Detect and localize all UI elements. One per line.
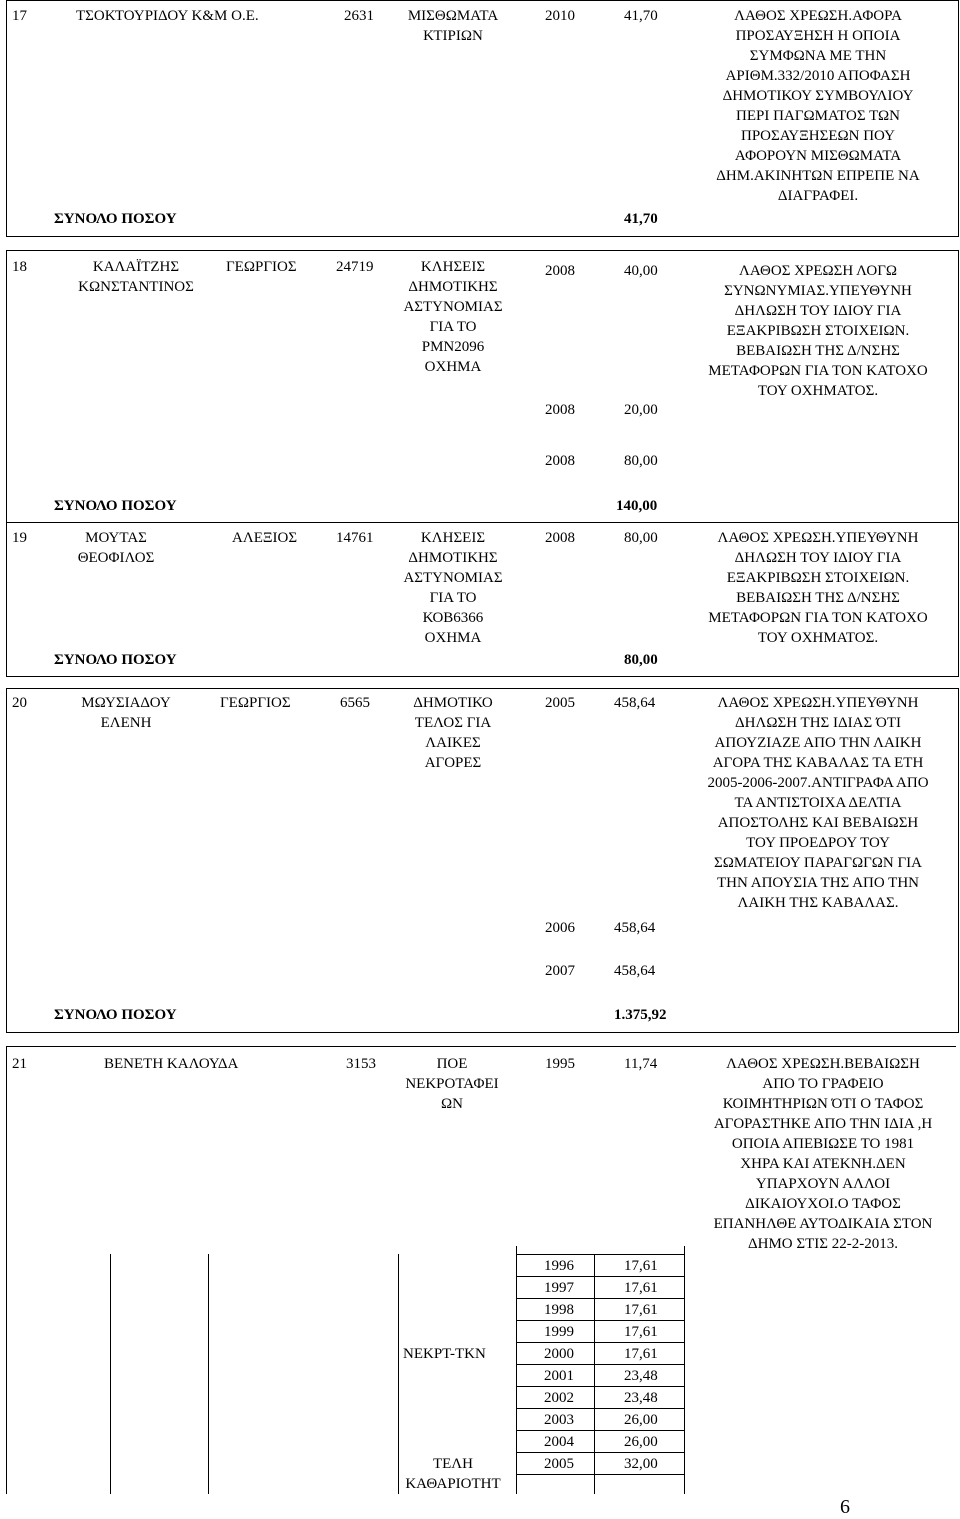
year: 1998 (544, 1302, 574, 1318)
debtor-name: ΤΣΟΚΤΟΥΡΙΔΟΥ Κ&Μ Ο.Ε. (76, 8, 259, 24)
description: ΚΛΗΣΕΙΣ ΔΗΜΟΤΙΚΗΣ ΑΣΤΥΝΟΜΙΑΣ ΓΙΑ ΤΟ ΚΟΒ6366 ΟΧΗΜΑ (403, 530, 503, 646)
father-name: ΓΕΩΡΓΙΟΣ (226, 259, 297, 275)
year: 2007 (545, 963, 575, 979)
description: ΚΛΗΣΕΙΣ ΔΗΜΟΤΙΚΗΣ ΑΣΤΥΝΟΜΙΑΣ ΓΙΑ ΤΟ ΡΜΝ2096 ΟΧΗΜΑ (403, 259, 503, 375)
amount: 23,48 (624, 1390, 658, 1406)
amount: 41,70 (624, 8, 658, 24)
description: ΚΑΘΑΡΙΟΤΗΤ (405, 1476, 501, 1492)
total-amount: 1.375,92 (614, 1007, 667, 1023)
afm: 2631 (344, 8, 374, 24)
row-number: 19 (12, 530, 27, 546)
year: 2001 (544, 1368, 574, 1384)
description: ΔΗΜΟΤΙΚΟ ΤΕΛΟΣ ΓΙΑ ΛΑΙΚΕΣ ΑΓΟΡΕΣ (413, 695, 493, 771)
year: 2008 (545, 453, 575, 469)
year: 2008 (545, 402, 575, 418)
debtor-name: ΚΑΛΑΪΤΖΗΣ (92, 259, 180, 275)
amount: 17,61 (624, 1324, 658, 1340)
row-number: 21 (12, 1056, 27, 1072)
description: ΠΟΕ ΝΕΚΡΟΤΑΦΕΙ ΩΝ (405, 1056, 499, 1112)
year: 2002 (544, 1390, 574, 1406)
year: 2005 (545, 695, 575, 711)
amount: 11,74 (624, 1056, 658, 1072)
reason: ΛΑΘΟΣ ΧΡΕΩΣΗ.ΥΠΕΥΘΥΝΗ ΔΗΛΩΣΗ ΤΟΥ ΙΔΙΟΥ ΓΙΑ ΕΞΑΚΡΙΒΩΣΗ ΣΤΟΙΧΕΙΩΝ. ΒΕΒΑΙΩΣΗ ΤΗΣ Δ/ΝΣΗΣ ΜΕΤΑΦΟΡΩΝ ΓΙΑ ΤΟΝ ΚΑΤΟΧΟ ΤΟΥ ΟΧΗΜΑΤΟΣ. (708, 530, 928, 646)
description: ΤΕΛΗ (432, 1456, 474, 1472)
year: 2008 (545, 263, 575, 279)
row-number: 20 (12, 695, 27, 711)
year: 2004 (544, 1434, 574, 1450)
debtor-name: ΚΩΝΣΤΑΝΤΙΝΟΣ (78, 279, 194, 295)
year: 1999 (544, 1324, 574, 1340)
page-number: 6 (840, 1496, 850, 1518)
afm: 14761 (336, 530, 374, 546)
amount: 17,61 (624, 1280, 658, 1296)
year: 2005 (544, 1456, 574, 1472)
debtor-name: ΕΛΕΝΗ (100, 715, 152, 731)
amount: 23,48 (624, 1368, 658, 1384)
reason: ΛΑΘΟΣ ΧΡΕΩΣΗ.ΒΕΒΑΙΩΣΗ ΑΠΟ ΤΟ ΓΡΑΦΕΙΟ ΚΟΙΜΗΤΗΡΙΩΝ ΌΤΙ Ο ΤΑΦΟΣ ΑΓΟΡΑΣΤΗΚΕ ΑΠΟ ΤΗΝ ΙΔΙΑ ,Η ΟΠΟΙΑ ΑΠΕΒΙΩΣΕ ΤΟ 1981 ΧΗΡΑ ΚΑΙ ΑΤΕΚΝΗ.ΔΕΝ ΥΠΑΡΧΟΥΝ ΑΛΛΟΙ ΔΙΚΑΙΟΥΧΟΙ.Ο ΤΑΦΟΣ ΕΠΑΝΗΛΘΕ ΑΥΤΟΔΙΚΑΙΑ ΣΤΟΝ ΔΗΜΟ ΣΤΙΣ 22-2-2013. (713, 1056, 933, 1252)
row-number: 18 (12, 259, 27, 275)
year: 1997 (544, 1280, 574, 1296)
reason: ΛΑΘΟΣ ΧΡΕΩΣΗ ΛΟΓΩ ΣΥΝΩΝΥΜΙΑΣ.ΥΠΕΥΘΥΝΗ ΔΗΛΩΣΗ ΤΟΥ ΙΔΙΟΥ ΓΙΑ ΕΞΑΚΡΙΒΩΣΗ ΣΤΟΙΧΕΙΩΝ. ΒΕΒΑΙΩΣΗ ΤΗΣ Δ/ΝΣΗΣ ΜΕΤΑΦΟΡΩΝ ΓΙΑ ΤΟΝ ΚΑΤΟΧΟ ΤΟΥ ΟΧΗΜΑΤΟΣ. (708, 263, 928, 399)
total-amount: 80,00 (624, 652, 658, 668)
amount: 17,61 (624, 1346, 658, 1362)
total-label: ΣΥΝΟΛΟ ΠΟΣΟΥ (54, 1007, 177, 1023)
father-name: ΑΛΕΞΙΟΣ (232, 530, 298, 546)
afm: 6565 (340, 695, 370, 711)
amount: 17,61 (624, 1302, 658, 1318)
year: 2006 (545, 920, 575, 936)
amount: 458,64 (614, 963, 656, 979)
debtor-name: ΜΩΥΣΙΑΔΟΥ (81, 695, 171, 711)
total-label: ΣΥΝΟΛΟ ΠΟΣΟΥ (54, 652, 177, 668)
afm: 24719 (336, 259, 374, 275)
father-name: ΓΕΩΡΓΙΟΣ (220, 695, 291, 711)
year: 2010 (545, 8, 575, 24)
amount: 80,00 (624, 453, 658, 469)
year: 2003 (544, 1412, 574, 1428)
reason: ΛΑΘΟΣ ΧΡΕΩΣΗ.ΥΠΕΥΘΥΝΗ ΔΗΛΩΣΗ ΤΗΣ ΙΔΙΑΣ ΌΤΙ ΑΠΟΥΖΙΑΖΕ ΑΠΟ ΤΗΝ ΛΑΙΚΗ ΑΓΟΡΑ ΤΗΣ ΚΑΒΑΛΑΣ ΤΑ ΕΤΗ 2005-2006-2007.ΑΝΤΙΓΡΑΦΑ ΑΠΟ ΤΑ ΑΝΤΙΣΤΟΙΧΑ ΔΕΛΤΙΑ ΑΠΟΣΤΟΛΗΣ ΚΑΙ ΒΕΒΑΙΩΣΗ ΤΟΥ ΠΡΟΕΔΡΟΥ ΤΟΥ ΣΩΜΑΤΕΙΟΥ ΠΑΡΑΓΩΓΩΝ ΓΙΑ ΤΗΝ ΑΠΟΥΣΙΑ ΤΗΣ ΑΠΟ ΤΗΝ ΛΑΙΚΗ ΤΗΣ ΚΑΒΑΛΑΣ. (707, 695, 929, 911)
description: ΜΙΣΘΩΜΑΤΑ (407, 8, 499, 24)
amount: 17,61 (624, 1258, 658, 1274)
debtor-name: ΒΕΝΕΤΗ ΚΑΛΟΥΔΑ (104, 1056, 239, 1072)
amount: 80,00 (624, 530, 658, 546)
amount: 40,00 (624, 263, 658, 279)
total-label: ΣΥΝΟΛΟ ΠΟΣΟΥ (54, 211, 177, 227)
reason: ΛΑΘΟΣ ΧΡΕΩΣΗ.ΑΦΟΡΑ ΠΡΟΣΑΥΞΗΣΗ Η ΟΠΟΙΑ ΣΥΜΦΩΝΑ ΜΕ ΤΗΝ ΑΡΙΘΜ.332/2010 ΑΠΟΦΑΣΗ ΔΗΜΟΤΙΚΟΥ ΣΥΜΒΟΥΛΙΟΥ ΠΕΡΙ ΠΑΓΩΜΑΤΟΣ ΤΩΝ ΠΡΟΣΑΥΞΗΣΕΩΝ ΠΟΥ ΑΦΟΡΟΥΝ ΜΙΣΘΩΜΑΤΑ ΔΗΜ.ΑΚΙΝΗΤΩΝ ΕΠΡΕΠΕ ΝΑ ΔΙΑΓΡΑΦΕΙ. (716, 8, 920, 204)
year: 2000 (544, 1346, 574, 1362)
year: 1995 (545, 1056, 575, 1072)
year: 2008 (545, 530, 575, 546)
description: ΚΤΙΡΙΩΝ (423, 28, 483, 44)
amount: 32,00 (624, 1456, 658, 1472)
total-label: ΣΥΝΟΛΟ ΠΟΣΟΥ (54, 498, 177, 514)
amount: 26,00 (624, 1434, 658, 1450)
total-amount: 41,70 (624, 211, 658, 227)
year: 1996 (544, 1258, 574, 1274)
debtor-name: ΜΟΥΤΑΣ (85, 530, 147, 546)
amount: 458,64 (614, 920, 656, 936)
description: ΝΕΚΡΤ-ΤΚΝ (403, 1346, 486, 1362)
debtor-name: ΘΕΟΦΙΛΟΣ (77, 550, 155, 566)
total-amount: 140,00 (616, 498, 658, 514)
amount: 26,00 (624, 1412, 658, 1428)
row-number: 17 (12, 8, 27, 24)
amount: 458,64 (614, 695, 656, 711)
afm: 3153 (346, 1056, 376, 1072)
amount: 20,00 (624, 402, 658, 418)
